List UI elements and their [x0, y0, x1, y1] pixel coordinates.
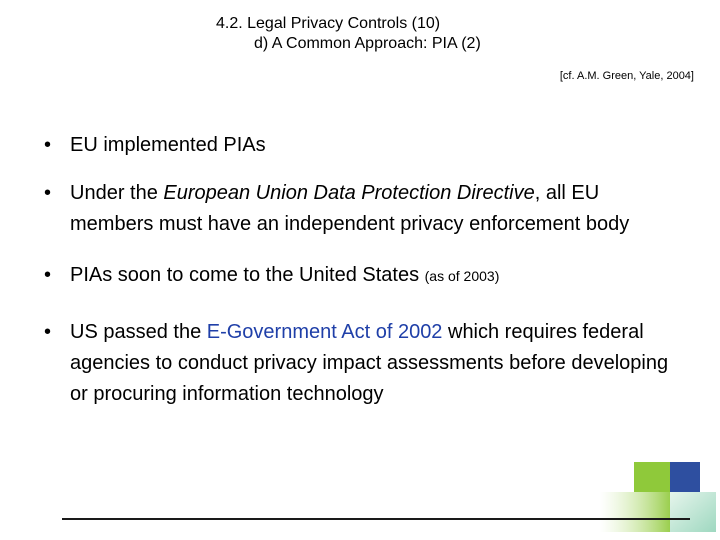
- title-line-2: d) A Common Approach: PIA (2): [254, 35, 481, 52]
- deco-blue-square: [670, 462, 700, 492]
- bullet-item: [44, 130, 684, 161]
- bullet-icon: •: [44, 321, 52, 343]
- bullet-text-suffix: which requires federal agencies to conduct privacy impact assessments before developing or procuring information technology: [70, 321, 669, 405]
- bullet-text-prefix: US passed the: [70, 321, 207, 343]
- bullet-text: EU implemented PIAs: [70, 134, 266, 156]
- bullet-item: [44, 317, 684, 410]
- bullet-item: [44, 260, 684, 292]
- bullet-text-suffix: , all EU members must have an independent privacy enforcement body: [70, 182, 630, 235]
- citation: [cf. A.M. Green, Yale, 2004]: [559, 70, 694, 82]
- slide-title: [216, 14, 481, 54]
- deco-green-square: [634, 462, 670, 492]
- bullet-list: [44, 130, 684, 431]
- deco-teal-square: [670, 492, 716, 532]
- directive-name: European Union Data Protection Directive: [163, 182, 535, 204]
- bullet-icon: •: [44, 264, 52, 286]
- bullet-item: [44, 178, 684, 240]
- bullet-icon: •: [44, 182, 52, 204]
- date-note: (as of 2003): [424, 268, 500, 284]
- bullet-text-prefix: Under the: [70, 182, 164, 204]
- deco-green-fade: [600, 492, 670, 532]
- egov-act-link[interactable]: E-Government Act of 2002: [206, 321, 443, 343]
- footer-rule: [62, 518, 690, 520]
- title-line-1: 4.2. Legal Privacy Controls (10): [216, 15, 441, 32]
- bullet-text: PIAs soon to come to the United States: [70, 264, 425, 286]
- bullet-icon: •: [44, 134, 52, 156]
